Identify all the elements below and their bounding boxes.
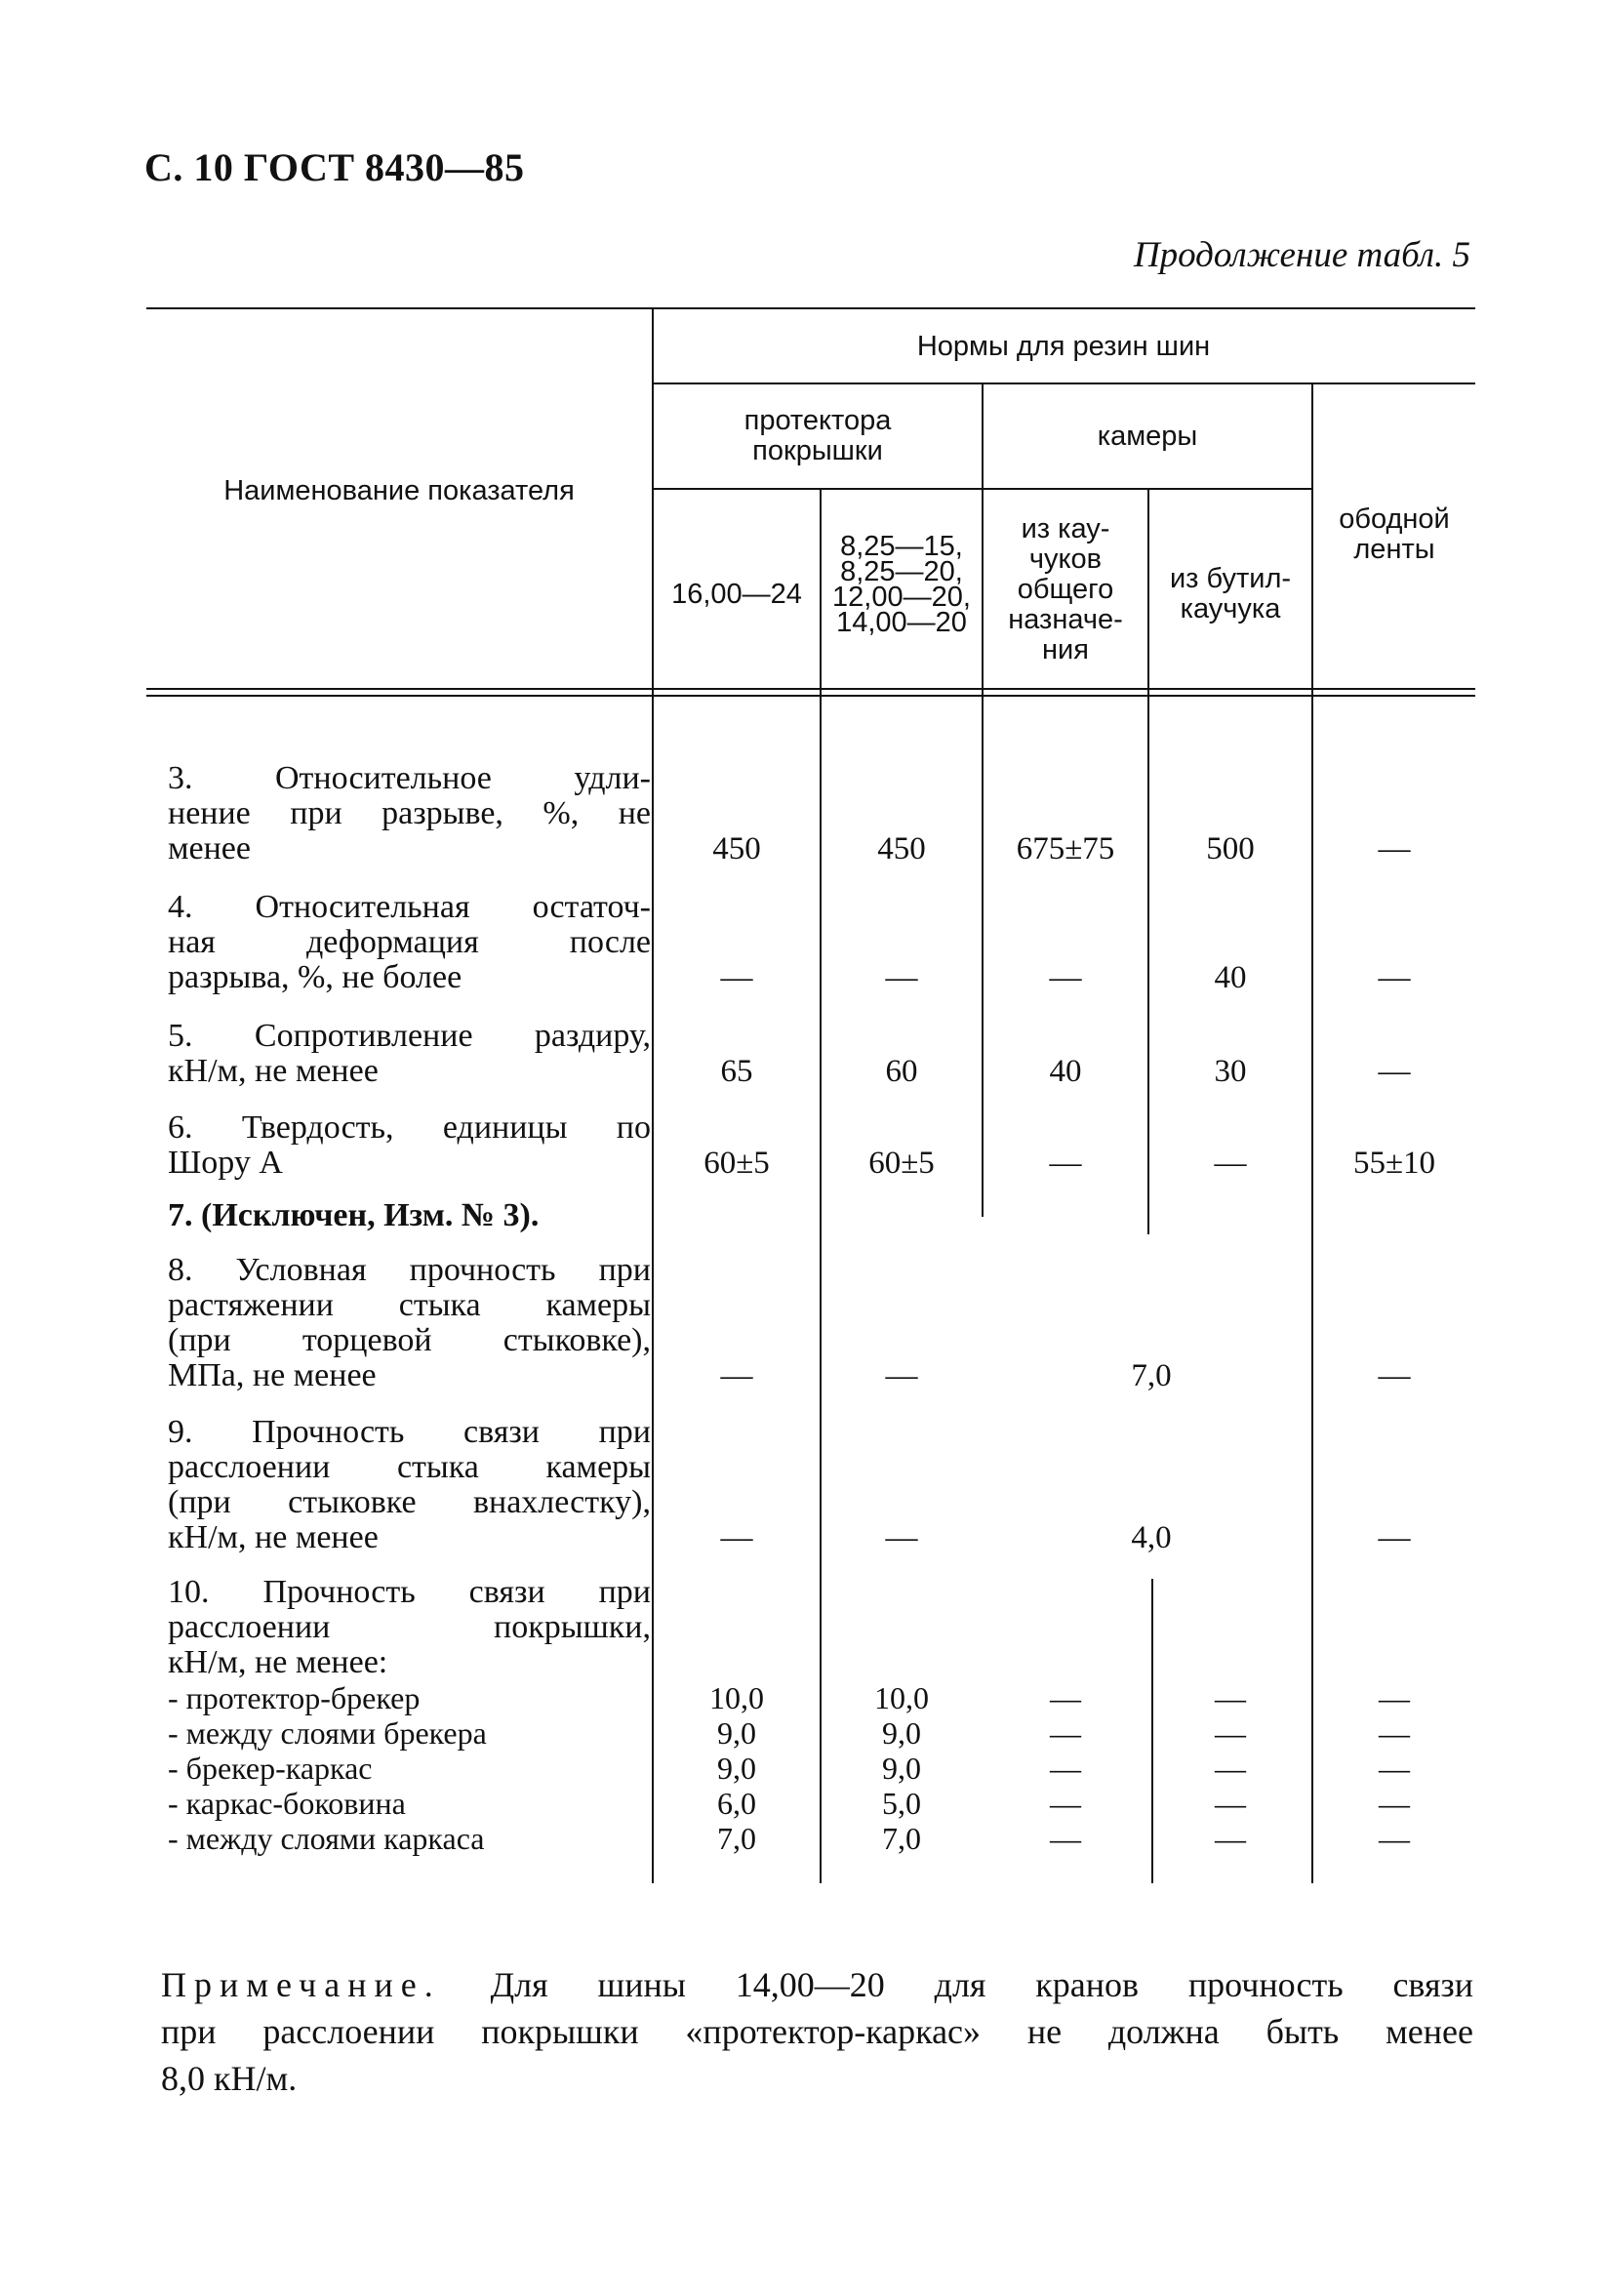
table-cell: — xyxy=(1050,1680,1081,1715)
header-norms: Нормы для резин шин xyxy=(916,331,1211,362)
table-note: Примечание. Для шины 14,00—20 для кранов прочность связи при расслоении покрышки «протектор-каркас» не должна быть менее 8,0 кН/м. xyxy=(161,1965,1473,2098)
table-cell: 9,0 xyxy=(717,1715,756,1751)
table-cell: 5,0 xyxy=(882,1786,921,1821)
table-cell: — xyxy=(1050,1751,1081,1786)
table-cell: 60 xyxy=(885,1054,918,1089)
table-cell: — xyxy=(1215,1821,1246,1856)
table-cell-merged: 7,0 xyxy=(1131,1358,1172,1393)
header-indicator-name: Наименование показателя xyxy=(223,475,575,506)
subrow-label: - между слоями брекера xyxy=(168,1715,487,1751)
table-cell: 675±75 xyxy=(1016,831,1115,866)
table-cell: — xyxy=(1379,1821,1410,1856)
header-tread: протектора покрышки xyxy=(743,405,892,466)
table-cell: 7,0 xyxy=(882,1821,921,1856)
table-cell: — xyxy=(1050,1821,1081,1856)
row-label: 8. Условная прочность при растяжении стыка камеры (при торцевой стыковке), МПа, не менее xyxy=(168,1252,651,1393)
table-cell: — xyxy=(1049,960,1082,995)
table-cell: — xyxy=(1379,1680,1410,1715)
subrow-label: - брекер-каркас xyxy=(168,1751,373,1786)
table-cell: — xyxy=(1215,1751,1246,1786)
table-cell: — xyxy=(1378,1054,1411,1089)
row-label: 5. Сопротивление раздиру, кН/м, не менее xyxy=(168,1018,651,1089)
subrow-label: - между слоями каркаса xyxy=(168,1821,485,1856)
table-cell: — xyxy=(885,1520,918,1555)
table-cell: 450 xyxy=(712,831,761,866)
table-cell: — xyxy=(1215,1715,1246,1751)
table-cell: 65 xyxy=(720,1054,753,1089)
table-cell: — xyxy=(1379,1751,1410,1786)
table-cell: 40 xyxy=(1214,960,1247,995)
table-cell: — xyxy=(1214,1146,1247,1181)
header-size-1: 16,00—24 xyxy=(671,579,802,610)
table-cell: 60±5 xyxy=(703,1146,770,1181)
table-cell: — xyxy=(1378,1520,1411,1555)
table-cell: — xyxy=(885,1358,918,1393)
table-cell: — xyxy=(1215,1680,1246,1715)
row-label: 10. Прочность связи при расслоении покрышки, кН/м, не менее: xyxy=(168,1574,651,1680)
table-cell: — xyxy=(1050,1715,1081,1751)
table-cell: 450 xyxy=(877,831,926,866)
table-cell: 30 xyxy=(1214,1054,1247,1089)
table-cell: — xyxy=(720,1520,753,1555)
table-cell: 60±5 xyxy=(868,1146,935,1181)
table-cell: — xyxy=(1379,1786,1410,1821)
table-cell: — xyxy=(1049,1146,1082,1181)
header-tubes: камеры xyxy=(1097,421,1198,452)
table-cell: — xyxy=(1379,1715,1410,1751)
row-label: 6. Твердость, единицы по Шору А xyxy=(168,1109,651,1181)
table-cell: 40 xyxy=(1049,1054,1082,1089)
table-continuation-caption: Продолжение табл. 5 xyxy=(1133,235,1470,275)
table-cell: — xyxy=(1050,1786,1081,1821)
table-cell: 55±10 xyxy=(1352,1146,1436,1181)
table-cell: — xyxy=(1378,1358,1411,1393)
table-cell: — xyxy=(885,960,918,995)
header-rim-tape: ободной ленты xyxy=(1339,504,1450,565)
table-cell: — xyxy=(1215,1786,1246,1821)
row-label: 7. (Исключен, Изм. № 3). xyxy=(168,1197,540,1233)
subrow-label: - каркас-боковина xyxy=(168,1786,406,1821)
header-size-2: 8,25—15, 8,25—20, 12,00—20, 14,00—20 xyxy=(832,531,971,638)
row-label: 4. Относительная остаточ- ная деформация после разрыва, %, не более xyxy=(168,889,651,995)
table-cell: 9,0 xyxy=(882,1751,921,1786)
table-cell: — xyxy=(1378,831,1411,866)
table-cell: 10,0 xyxy=(709,1680,764,1715)
table-cell: 9,0 xyxy=(717,1751,756,1786)
note-title: Примечание. xyxy=(161,1965,441,2004)
row-label: 9. Прочность связи при расслоении стыка камеры (при стыковке внахлестку), кН/м, не менее xyxy=(168,1414,651,1555)
table-cell: 10,0 xyxy=(874,1680,929,1715)
table-cell: — xyxy=(1378,960,1411,995)
subrow-label: - протектор-брекер xyxy=(168,1680,421,1715)
table-cell: 9,0 xyxy=(882,1715,921,1751)
table-cell: — xyxy=(720,960,753,995)
table-cell: 7,0 xyxy=(717,1821,756,1856)
table-cell-merged: 4,0 xyxy=(1131,1520,1172,1555)
table-cell: — xyxy=(720,1358,753,1393)
header-butyl-rubber: из бутил- каучука xyxy=(1169,563,1292,624)
table-cell: 6,0 xyxy=(717,1786,756,1821)
row-label: 3. Относительное удли- нение при разрыве, %, не менее xyxy=(168,760,651,866)
table-cell: 500 xyxy=(1206,831,1255,866)
page-header: С. 10 ГОСТ 8430—85 xyxy=(144,145,525,189)
header-general-rubber: из кау- чуков общего назначе- ния xyxy=(1008,513,1123,665)
